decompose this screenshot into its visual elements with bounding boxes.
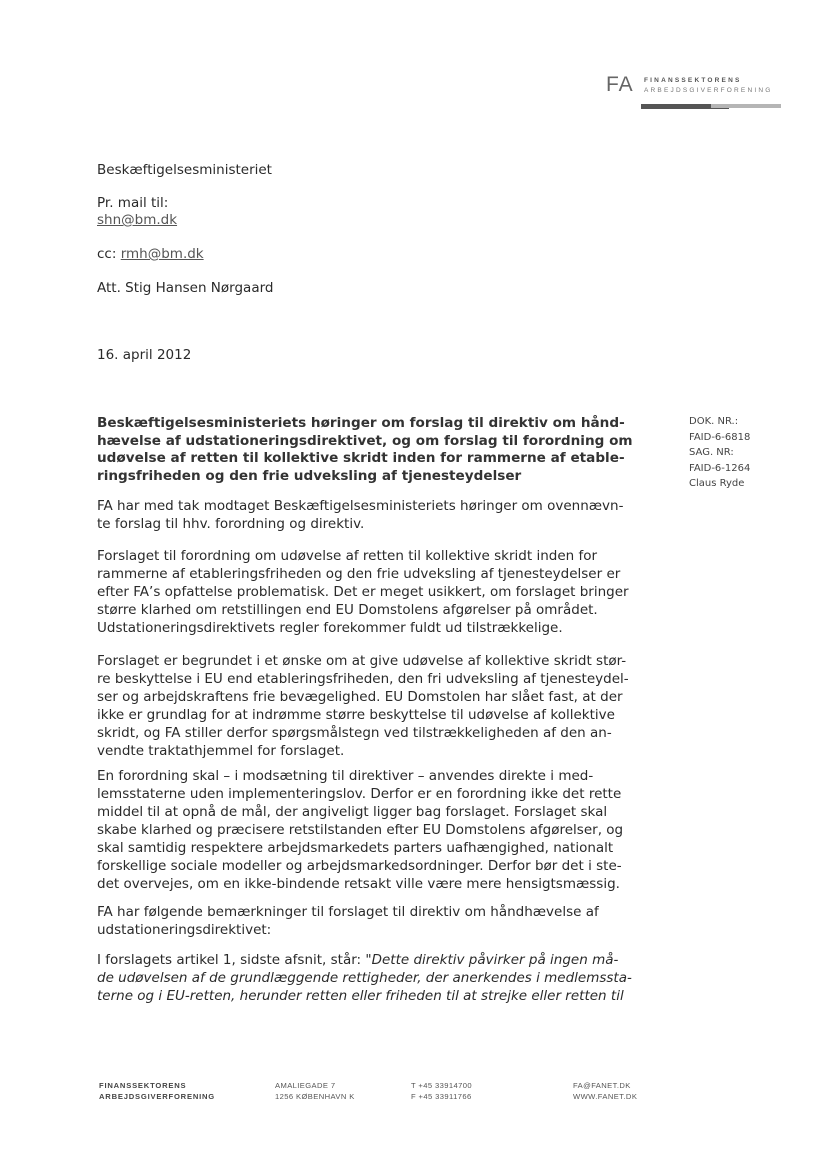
- letter-date: 16. april 2012: [97, 347, 192, 363]
- reference-block: [689, 414, 750, 492]
- paragraph-4: En forordning skal – i modsætning til direktiver – anvendes direkte i med- lemsstaterne uden implementeringslov. Derfor er en forordning ikke det rette middel til at opnå de mål, der angiveligt ligger bag forslaget. Forslaget skal skabe klarhed og præcisere retstilstanden efter EU Domstolens afgørelser, og skal samtidig respektere arbejdsmarkedets parters uafhængighed, nationalt forskellige sociale modeller og arbejdsmarkedsordninger. Derfor bør det i ste- det overvejes, om en ikke-bindende retsakt ville være mere hensigtsmæssig.: [97, 768, 624, 892]
- recipient-name: Beskæftigelsesministeriet: [97, 162, 272, 178]
- cc-link[interactable]: rmh@bm.dk: [120, 246, 204, 262]
- logo-line1: FINANSSEKTORENS: [644, 77, 742, 84]
- paragraph-3: Forslaget er begrundet i et ønske om at give udøvelse af kollektive skridt stør- re beskyttelse i EU end etableringsfriheden, den fri udveksling af tjenesteydel- ser og arbejdskraftens frie bevægelighed. EU Domstolen har slået fast, at der ikke er grundlag for at indrømme større beskyttelse til udøvelse af kollektive skridt, og FA stiller derfor spørgsmålstegn ved tilstrækkeligheden af den an- vendte traktathjemmel for forslaget.: [97, 653, 629, 759]
- footer-email[interactable]: FA@FANET.DK: [573, 1081, 631, 1090]
- paragraph-6: I forslagets artikel 1, sidste afsnit, står: "Dette direktiv påvirker på ingen må- de udøvelsen af de grundlæggende rettigheder, der anerkendes i medlemssta- terne og i EU-retten, herunder retten eller friheden til at strejke eller retten til: [97, 952, 632, 1004]
- dok-label: DOK. NR.:: [689, 416, 739, 427]
- sag-number: FAID-6-1264: [689, 462, 751, 474]
- logo-mark: FA: [606, 73, 634, 96]
- contact-person: Claus Ryde: [689, 478, 745, 489]
- cc-label: cc:: [97, 246, 117, 262]
- sag-label: SAG. NR:: [689, 447, 734, 458]
- paragraph-2: Forslaget til forordning om udøvelse af retten til kollektive skridt inden for rammerne af etableringsfriheden og den frie udveksling af tjenesteydelser er efter FA’s opfattelse problematisk. Det er meget usikkert, om forslaget bringer større klarhed om retstillingen end EU Domstolens afgørelser på området. Udstationeringsdirektivets regler forekommer fuldt ud tilstrækkelige.: [97, 548, 629, 636]
- paragraph-5: FA har følgende bemærkninger til forslaget til direktiv om håndhævelse af udstationeringsdirektivet:: [97, 904, 599, 938]
- footer-phone: T +45 33914700 F +45 33911766: [411, 1081, 472, 1101]
- dok-number: FAID-6-6818: [689, 431, 751, 443]
- cc-line: [97, 245, 204, 263]
- footer-address: AMALIEGADE 7 1256 KØBENHAVN K: [275, 1081, 355, 1101]
- attention-line: Att. Stig Hansen Nørgaard: [97, 280, 274, 296]
- mail-link[interactable]: shn@bm.dk: [97, 212, 178, 228]
- logo-line2: ARBEJDSGIVERFORENING: [644, 87, 773, 94]
- footer-contact: [573, 1080, 637, 1102]
- footer-organization: FINANSSEKTORENS ARBEJDSGIVERFORENING: [99, 1081, 215, 1101]
- paragraph-1: FA har med tak modtaget Beskæftigelsesministeriets høringer om ovennævn- te forslag til hhv. forordning og direktiv.: [97, 498, 624, 532]
- mail-label: Pr. mail til:: [97, 195, 169, 211]
- footer-website[interactable]: WWW.FANET.DK: [573, 1092, 638, 1101]
- letter-heading: Beskæftigelsesministeriets høringer om forslag til direktiv om hånd- hævelse af udstationeringsdirektivet, og om forslag til forordning om udøvelse af retten til kollektive skridt inden for rammerne af etable- ringsfriheden og den frie udveksling af tjenesteydelser: [97, 415, 633, 484]
- logo-bar: [641, 104, 781, 110]
